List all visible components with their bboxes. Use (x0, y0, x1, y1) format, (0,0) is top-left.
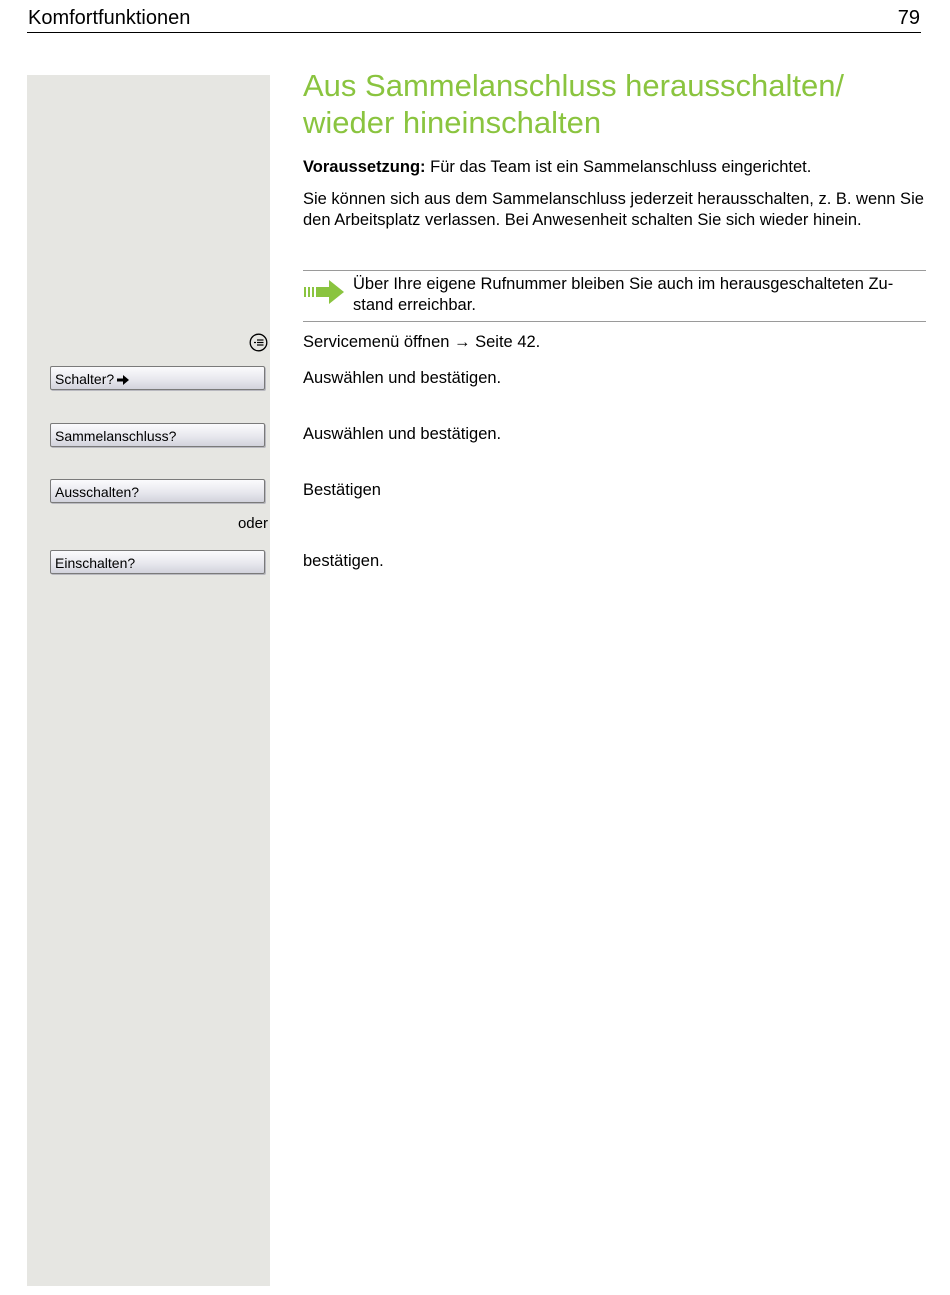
step-text-5: bestätigen. (303, 552, 384, 570)
note-text (353, 274, 927, 316)
note-line-2: stand erreichbar. (353, 296, 476, 314)
page-header (27, 6, 921, 33)
note-box (303, 270, 926, 322)
page-title (303, 67, 923, 141)
step-text-2: Auswählen und bestätigen. (303, 369, 502, 387)
arrow-right-icon (117, 375, 129, 385)
softkey-label: Sammelanschluss? (55, 428, 177, 444)
softkey-schalter[interactable] (50, 366, 265, 390)
step-text-3: Auswählen und bestätigen. (303, 425, 502, 443)
note-line-1: Über Ihre eigene Rufnummer bleiben Sie auch im herausgeschalteten Zu- (353, 275, 894, 293)
title-line-2: wieder hineinschalten (303, 105, 602, 140)
section-title: Komfortfunktionen (28, 7, 191, 29)
precondition-label: Voraussetzung: (303, 158, 426, 176)
softkey-label: Ausschalten? (55, 484, 140, 500)
softkey-einschalten[interactable] (50, 550, 265, 574)
service-menu-icon (249, 333, 268, 352)
softkey-label: Einschalten? (55, 555, 136, 571)
note-arrow-icon (303, 279, 345, 305)
alternative-label: oder (237, 515, 268, 532)
precondition (303, 157, 928, 178)
precondition-text: Für das Team ist ein Sammelanschluss eingerichtet. (430, 158, 812, 176)
softkey-ausschalten[interactable] (50, 479, 265, 503)
sidebar (27, 75, 270, 1286)
intro-paragraph: Sie können sich aus dem Sammelanschluss jederzeit herausschalten, z. B. wenn Sie den Arbeitsplatz verlassen. Bei Anwesenheit schalten Sie sich wieder hinein. (303, 190, 924, 229)
title-line-1: Aus Sammelanschluss herausschalten/ (303, 68, 845, 103)
softkey-label: Schalter? (55, 371, 115, 387)
page-number: 79 (897, 7, 920, 29)
step-text-1: Servicemenü öffnen → Seite 42. (303, 333, 541, 351)
step-text-4: Bestätigen (303, 481, 381, 499)
softkey-sammelanschluss[interactable] (50, 423, 265, 447)
